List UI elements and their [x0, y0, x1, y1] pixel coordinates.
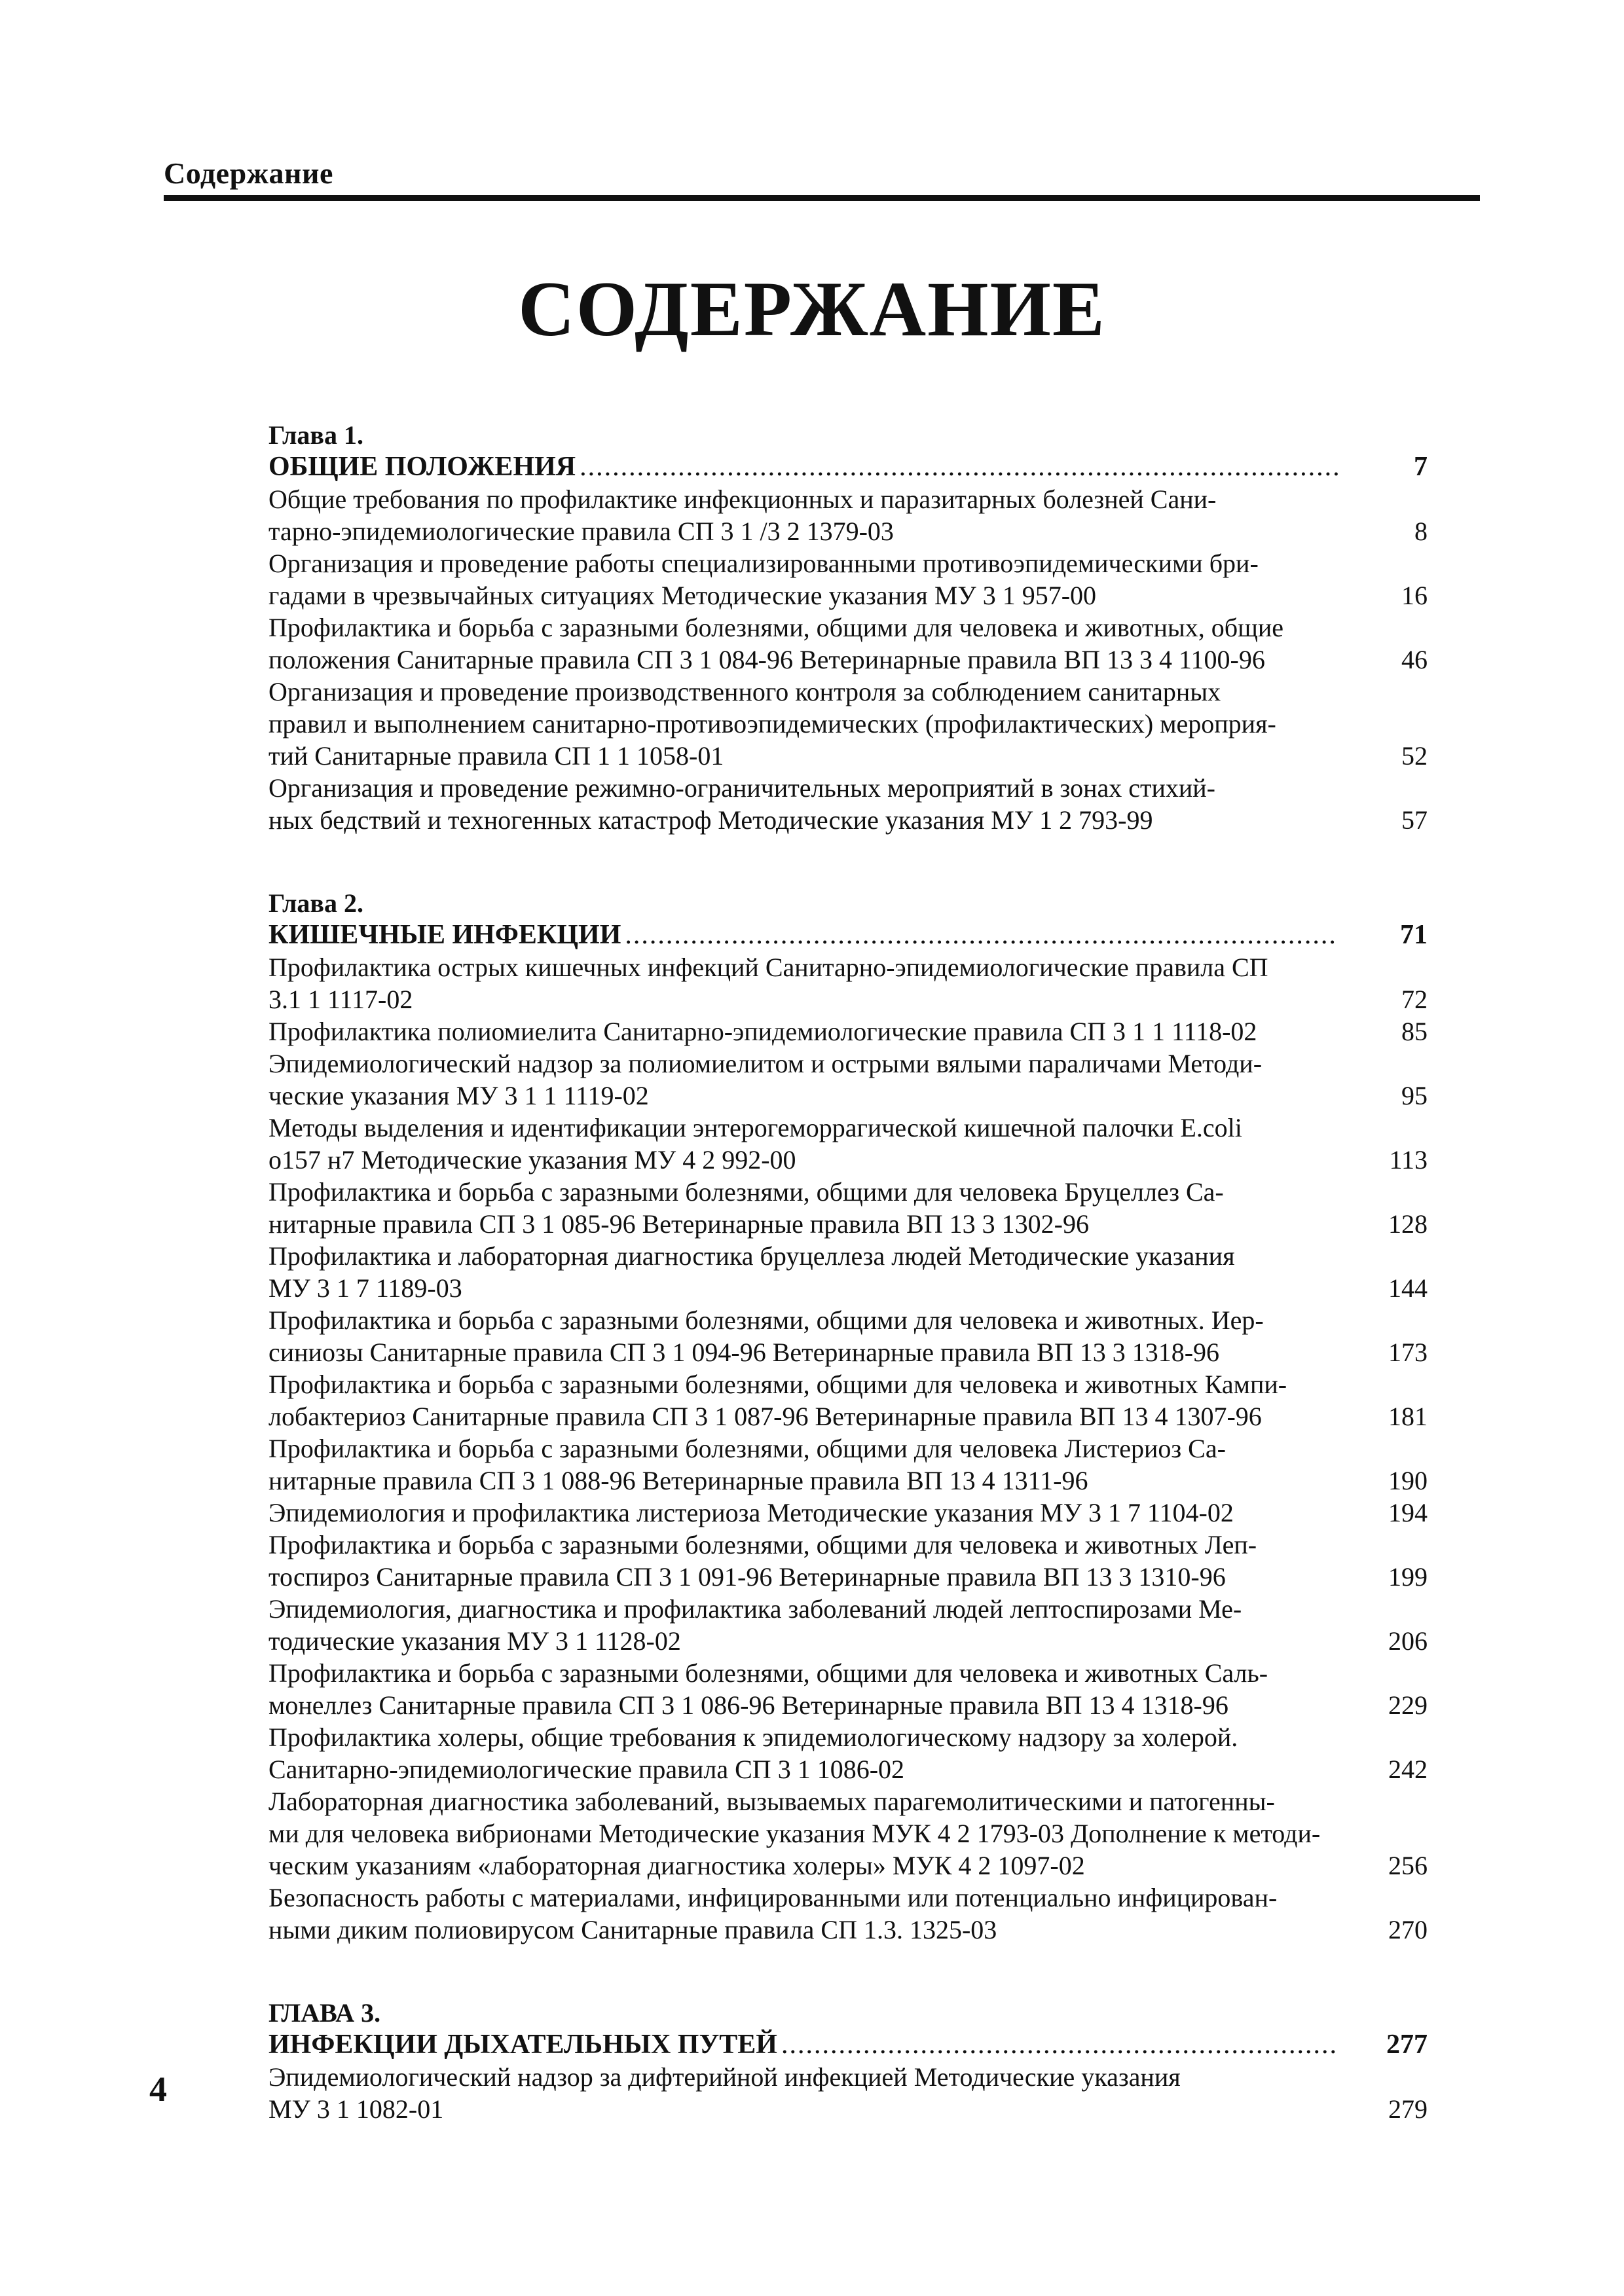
toc-entry-page-number: 190	[1388, 1466, 1428, 1495]
dot-leader	[781, 2029, 1338, 2061]
toc-entry-line: положения Санитарные правила СП 3 1 084-96 Ветеринарные правила ВП 13 3 4 1100-96	[268, 645, 1265, 674]
toc-entry-page-number: 229	[1388, 1690, 1428, 1720]
chapter-heading[interactable]	[206, 2029, 1428, 2061]
toc-entry-page-number: 242	[1388, 1755, 1428, 1784]
toc-entry-line: Профилактика и лабораторная диагностика бруцеллеза людей Методические указания	[268, 1241, 1235, 1271]
toc-entry-text	[206, 1432, 1362, 1497]
toc-entry-line: нитарные правила СП 3 1 088-96 Ветеринарные правила ВП 13 4 1311-96	[268, 1466, 1088, 1495]
toc-entry-text	[206, 1304, 1362, 1368]
toc-entry-text	[206, 1882, 1362, 1946]
chapter-label: ГЛАВА 3.	[268, 1998, 381, 2028]
toc-entry[interactable]	[206, 951, 1428, 1015]
toc-entry[interactable]	[206, 772, 1428, 836]
toc-entry-line: Методы выделения и идентификации энтерогеморрагической кишечной палочки E.coli	[268, 1113, 1242, 1142]
toc-entry-line: тарно-эпидемиологические правила СП 3 1 /3 2 1379-03	[268, 517, 894, 546]
toc-entry-line: ными диким полиовирусом Санитарные правила СП 1.3. 1325-03	[268, 1915, 997, 1944]
chapter-title: ОБЩИЕ ПОЛОЖЕНИЯ	[268, 452, 576, 482]
toc-entry[interactable]	[206, 676, 1428, 772]
toc-entry-line: о157 н7 Методические указания МУ 4 2 992-00	[268, 1145, 796, 1175]
toc-entry-line: нитарные правила СП 3 1 085-96 Ветеринарные правила ВП 13 3 1302-96	[268, 1209, 1089, 1239]
toc-entry-line: Организация и проведение работы специализированными противоэпидемическими бри-	[268, 549, 1259, 578]
toc-entry-text	[206, 1176, 1362, 1240]
page-title: СОДЕРЖАНИЕ	[518, 265, 1106, 352]
toc-entry-page-number: 270	[1388, 1915, 1428, 1944]
toc-entry[interactable]	[206, 1882, 1428, 1946]
toc-entry-line: Профилактика полиомиелита Санитарно-эпидемиологические правила СП 3 1 1 1118-02	[268, 1017, 1257, 1046]
toc-entry-text	[206, 1240, 1362, 1304]
chapter-heading[interactable]	[206, 451, 1428, 483]
toc-entry-text	[206, 1048, 1362, 1112]
toc-entry-page-number: 16	[1401, 581, 1428, 610]
toc-entry[interactable]	[206, 483, 1428, 547]
toc-entry-line: Профилактика и борьба с заразными болезнями, общими для человека и животных Леп-	[268, 1530, 1257, 1559]
toc-entry-page-number: 85	[1401, 1017, 1428, 1046]
toc-entry-line: ческим указаниям «лабораторная диагностика холеры» МУК 4 2 1097-02	[268, 1851, 1085, 1880]
dot-leader	[625, 919, 1338, 951]
toc-entry-page-number: 8	[1414, 517, 1428, 546]
header-rule	[164, 195, 1480, 201]
toc-entry-line: Эпидемиологический надзор за полиомиелитом и острыми вялыми параличами Методи-	[268, 1049, 1263, 1078]
toc-entry-line: ческие указания МУ 3 1 1 1119-02	[268, 1081, 649, 1110]
toc-entry[interactable]	[206, 1015, 1428, 1048]
dot-leader	[580, 451, 1338, 483]
chapter-page-number: 71	[1400, 920, 1428, 950]
toc-entry-line: Профилактика и борьба с заразными болезнями, общими для человека и животных. Иер-	[268, 1305, 1264, 1335]
chapter-title: КИШЕЧНЫЕ ИНФЕКЦИИ	[268, 920, 621, 950]
toc-entry[interactable]	[206, 1048, 1428, 1112]
toc-entry-text	[206, 483, 1362, 547]
toc-entry-line: Профилактика и борьба с заразными болезнями, общими для человека Бруцеллез Са-	[268, 1177, 1224, 1207]
toc-entry[interactable]	[206, 1529, 1428, 1593]
toc-entry-page-number: 46	[1401, 645, 1428, 674]
toc-entry-page-number: 256	[1388, 1851, 1428, 1880]
toc-entry-text	[206, 1657, 1362, 1721]
toc-entry[interactable]	[206, 1304, 1428, 1368]
toc-entry-line: Санитарно-эпидемиологические правила СП 3 1 1086-02	[268, 1755, 905, 1784]
toc-entry-line: тий Санитарные правила СП 1 1 1058-01	[268, 741, 724, 771]
toc-entry-line: Эпидемиология, диагностика и профилактика заболеваний людей лептоспирозами Ме-	[268, 1594, 1242, 1624]
toc-entry-page-number: 181	[1388, 1402, 1428, 1431]
toc-entry-line: Организация и проведение режимно-ограничительных мероприятий в зонах стихий-	[268, 773, 1215, 803]
toc-entry-text	[206, 951, 1362, 1015]
toc-entry-line: ных бедствий и техногенных катастроф Методические указания МУ 1 2 793-99	[268, 805, 1153, 835]
toc-entry-line: тодические указания МУ 3 1 1128-02	[268, 1626, 681, 1656]
toc-entry-line: монеллез Санитарные правила СП 3 1 086-96 Ветеринарные правила ВП 13 4 1318-96	[268, 1690, 1228, 1720]
running-head: Содержание	[164, 156, 333, 190]
toc-entry-page-number: 199	[1388, 1562, 1428, 1592]
toc-entry-page-number: 57	[1401, 805, 1428, 835]
toc-entry-line: Профилактика и борьба с заразными болезнями, общими для человека и животных Саль-	[268, 1658, 1268, 1688]
toc-entry-page-number: 144	[1388, 1273, 1428, 1303]
toc-entry-text	[206, 1368, 1362, 1432]
toc-entry-line: Профилактика холеры, общие требования к эпидемиологическому надзору за холерой.	[268, 1722, 1238, 1752]
toc-entry-text	[206, 1721, 1362, 1785]
toc-entry-line: синиозы Санитарные правила СП 3 1 094-96 Ветеринарные правила ВП 13 3 1318-96	[268, 1338, 1220, 1367]
toc-entry[interactable]	[206, 1785, 1428, 1882]
toc-entry[interactable]	[206, 1368, 1428, 1432]
table-of-contents	[206, 419, 1428, 2125]
toc-entry[interactable]	[206, 1176, 1428, 1240]
toc-entry-line: МУ 3 1 7 1189-03	[268, 1273, 462, 1303]
toc-entry-line: тоспироз Санитарные правила СП 3 1 091-96 Ветеринарные правила ВП 13 3 1310-96	[268, 1562, 1226, 1592]
chapter-label: Глава 2.	[268, 888, 363, 918]
toc-entry-text	[206, 1593, 1362, 1657]
toc-entry-text	[206, 1785, 1362, 1882]
toc-entry[interactable]	[206, 1721, 1428, 1785]
chapter-spacer	[206, 1946, 1428, 1997]
toc-entry-text	[206, 611, 1362, 676]
toc-entry-text	[206, 1015, 1362, 1048]
toc-entry-line: Профилактика острых кишечных инфекций Санитарно-эпидемиологические правила СП	[268, 953, 1268, 982]
toc-entry-line: правил и выполнением санитарно-противоэпидемических (профилактических) мероприя-	[268, 709, 1276, 738]
chapter-heading[interactable]	[206, 919, 1428, 951]
toc-entry-page-number: 194	[1388, 1498, 1428, 1527]
toc-entry-line: Профилактика и борьба с заразными болезнями, общими для человека Листериоз Са-	[268, 1434, 1226, 1463]
toc-entry-line: Лабораторная диагностика заболеваний, вызываемых парагемолитическими и патогенны-	[268, 1787, 1275, 1816]
page-number: 4	[149, 2069, 167, 2109]
toc-entry[interactable]	[206, 1497, 1428, 1529]
toc-entry[interactable]	[206, 1593, 1428, 1657]
chapter-page-number: 7	[1414, 452, 1428, 482]
toc-entry-page-number: 72	[1401, 985, 1428, 1014]
chapter-label: Глава 1.	[268, 420, 363, 450]
toc-entry[interactable]	[206, 1240, 1428, 1304]
chapter-title: ИНФЕКЦИИ ДЫХАТЕЛЬНЫХ ПУТЕЙ	[268, 2030, 777, 2060]
toc-entry-line: гадами в чрезвычайных ситуациях Методические указания МУ 3 1 957-00	[268, 581, 1097, 610]
toc-entry[interactable]	[206, 1432, 1428, 1497]
toc-entry-page-number: 279	[1388, 2094, 1428, 2124]
toc-entry-line: Профилактика и борьба с заразными болезнями, общими для человека и животных, общие	[268, 613, 1284, 642]
toc-entry-line: Организация и проведение производственного контроля за соблюдением санитарных	[268, 677, 1221, 706]
toc-entry-line: Эпидемиология и профилактика листериоза Методические указания МУ 3 1 7 1104-02	[268, 1498, 1234, 1527]
toc-entry-page-number: 113	[1389, 1145, 1428, 1175]
toc-entry-text	[206, 1112, 1362, 1176]
toc-entry-text	[206, 676, 1362, 772]
toc-entry[interactable]	[206, 2061, 1428, 2125]
toc-entry-page-number: 128	[1388, 1209, 1428, 1239]
toc-entry-line: Общие требования по профилактике инфекционных и паразитарных болезней Сани-	[268, 484, 1217, 514]
toc-entry[interactable]	[206, 547, 1428, 611]
toc-entry[interactable]	[206, 1112, 1428, 1176]
toc-entry-line: 3.1 1 1117-02	[268, 985, 413, 1014]
toc-entry-line: Эпидемиологический надзор за дифтерийной инфекцией Методические указания	[268, 2062, 1181, 2092]
toc-entry-line: Безопасность работы с материалами, инфицированными или потенциально инфицирован-	[268, 1883, 1278, 1912]
toc-entry[interactable]	[206, 1657, 1428, 1721]
toc-entry-page-number: 52	[1401, 741, 1428, 771]
toc-entry-line: ми для человека вибрионами Методические указания МУК 4 2 1793-03 Дополнение к методи-	[268, 1819, 1321, 1848]
toc-entry-page-number: 173	[1388, 1338, 1428, 1367]
toc-entry-text	[206, 547, 1362, 611]
toc-entry-page-number: 95	[1401, 1081, 1428, 1110]
toc-entry-text	[206, 2061, 1362, 2125]
toc-entry-line: МУ 3 1 1082-01	[268, 2094, 444, 2124]
chapter-spacer	[206, 836, 1428, 887]
chapter-page-number: 277	[1386, 2030, 1428, 2060]
toc-entry[interactable]	[206, 611, 1428, 676]
toc-entry-text	[206, 1497, 1362, 1529]
toc-entry-line: Профилактика и борьба с заразными болезнями, общими для человека и животных Кампи-	[268, 1370, 1287, 1399]
toc-entry-text	[206, 1529, 1362, 1593]
toc-entry-text	[206, 772, 1362, 836]
toc-entry-line: лобактериоз Санитарные правила СП 3 1 087-96 Ветеринарные правила ВП 13 4 1307-96	[268, 1402, 1262, 1431]
toc-entry-page-number: 206	[1388, 1626, 1428, 1656]
